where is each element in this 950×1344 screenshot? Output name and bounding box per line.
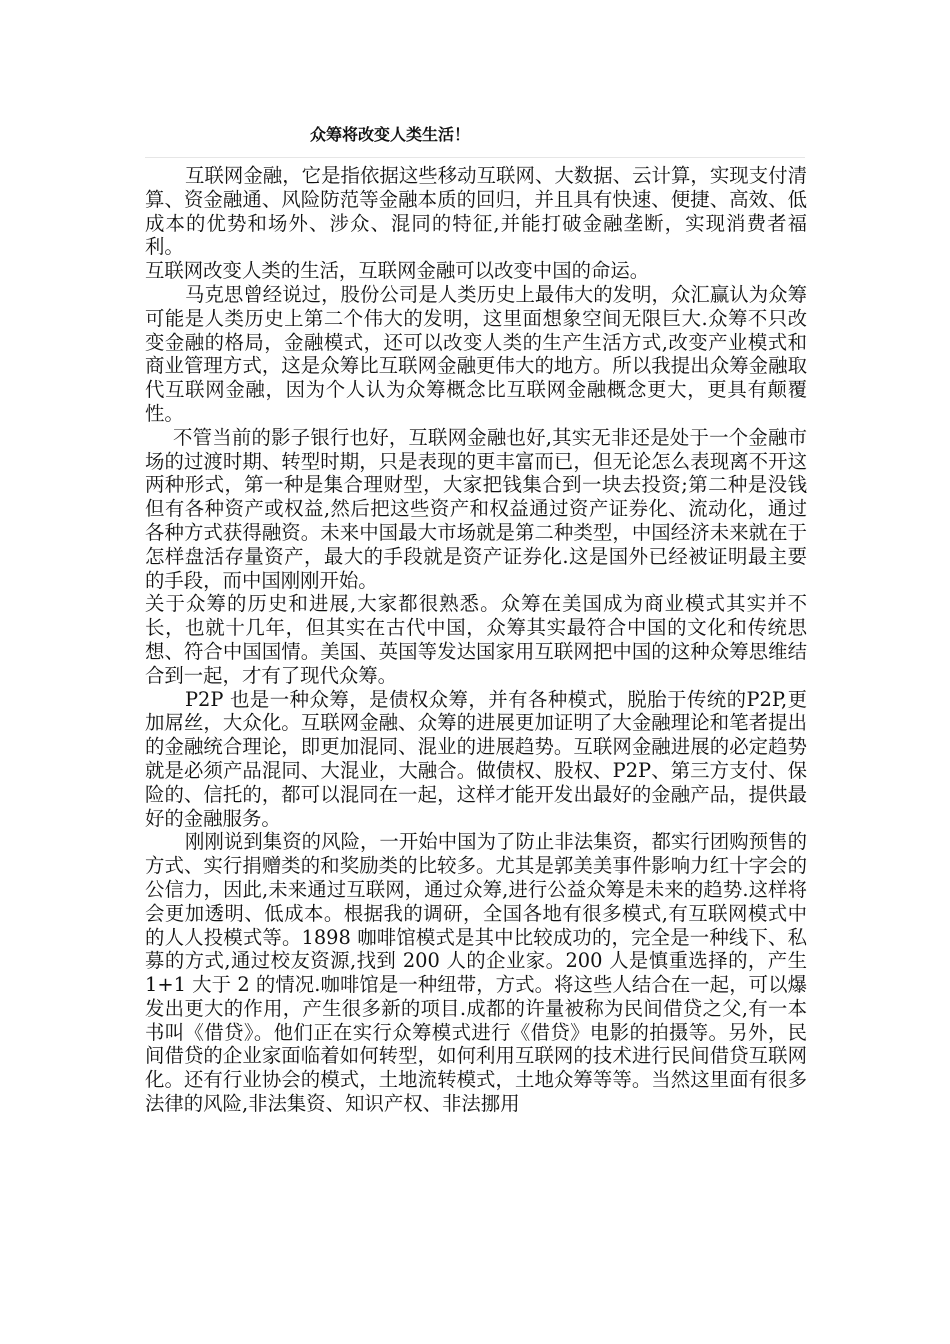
header-divider xyxy=(145,157,805,158)
paragraph-shadow-banking: 不管当前的影子银行也好，互联网金融也好,其实无非还是处于一个金融市场的过渡时期、转型时期，只是表现的更丰富而已，但无论怎么表现离不开这两种形式，第一种是集合理财型，大家把钱集合到一块去投资;第二种是没钱但有各种资产或权益,然后把这些资产和权益通过资产证券化、流动化，通过各种方式获得融资。未来中国最大市场就是第二种类型，中国经济未来就在于怎样盘活存量资产，最大的手段就是资产证券化.这是国外已经被证明最主要的手段，而中国刚刚开始。 xyxy=(145,425,807,592)
document-body xyxy=(145,164,807,1116)
document-title: 众筹将改变人类生活！ xyxy=(310,125,471,144)
paragraph-internet-changes-life: 互联网改变人类的生活，互联网金融可以改变中国的命运。 xyxy=(145,259,650,283)
paragraph-crowdfunding-history: 关于众筹的历史和进展,大家都很熟悉。众筹在美国成为商业模式其实并不长，也就十几年，但其实在古代中国，众筹其实最符合中国的文化和传统思想、符合中国国情。美国、英国等发达国家用互联网把中国的这种众筹思维结合到一起，才有了现代众筹。 xyxy=(145,592,807,687)
paragraph-p2p: P2P 也是一种众筹，是债权众筹，并有各种模式，脱胎于传统的P2P,更加屌丝，大众化。互联网金融、众筹的进展更加证明了大金融理论和笔者提出的金融统合理论，即更加混同、混业的进展趋势。互联网金融进展的必定趋势就是必须产品混同、大混业，大融合。做债权、股权、P2P、第三方支付、保险的、信托的，都可以混同在一起，这样才能开发出最好的金融产品，提供最好的金融服务。 xyxy=(145,687,807,830)
paragraph-fundraising-risk: 刚刚说到集资的风险，一开始中国为了防止非法集资，都实行团购预售的方式、实行捐赠类的和奖励类的比较多。尤其是郭美美事件影响力红十字会的公信力，因此,未来通过互联网，通过众筹,进行公益众筹是未来的趋势.这样将会更加透明、低成本。根据我的调研，全国各地有很多模式,有互联网模式中的人人投模式等。1898 咖啡馆模式是其中比较成功的，完全是一种线下、私募的方式,通过校友资源,找到 200 人的企业家。200 人是慎重选择的，产生 1+1 大于 2 的情况.咖啡馆是一种纽带，方式。将这些人结合在一起，可以爆发出更大的作用，产生很多新的项目.成都的许量被称为民间借贷之父,有一本书叫《借贷》。他们正在实行众筹模式进行《借贷》电影的拍摄等。另外，民间借贷的企业家面临着如何转型，如何利用互联网的技术进行民间借贷互联网化。还有行业协会的模式，土地流转模式，土地众筹等等。当然这里面有很多法律的风险,非法集资、知识产权、非法挪用 xyxy=(145,830,807,1116)
paragraph-internet-finance-definition: 互联网金融，它是指依据这些移动互联网、大数据、云计算，实现支付清算、资金融通、风险防范等金融本质的回归，并且具有快速、便捷、高效、低成本的优势和场外、涉众、混同的特征,并能打破金融垄断，实现消费者福利。 xyxy=(145,164,807,259)
paragraph-crowdfunding-invention: 马克思曾经说过，股份公司是人类历史上最伟大的发明，众汇赢认为众筹可能是人类历史上第二个伟大的发明，这里面想象空间无限巨大.众筹不只改变金融的格局，金融模式，还可以改变人类的生产生活方式,改变产业模式和商业管理方式，这是众筹比互联网金融更伟大的地方。所以我提出众筹金融取代互联网金融，因为个人认为众筹概念比互联网金融概念更大，更具有颠覆性。 xyxy=(145,282,807,425)
